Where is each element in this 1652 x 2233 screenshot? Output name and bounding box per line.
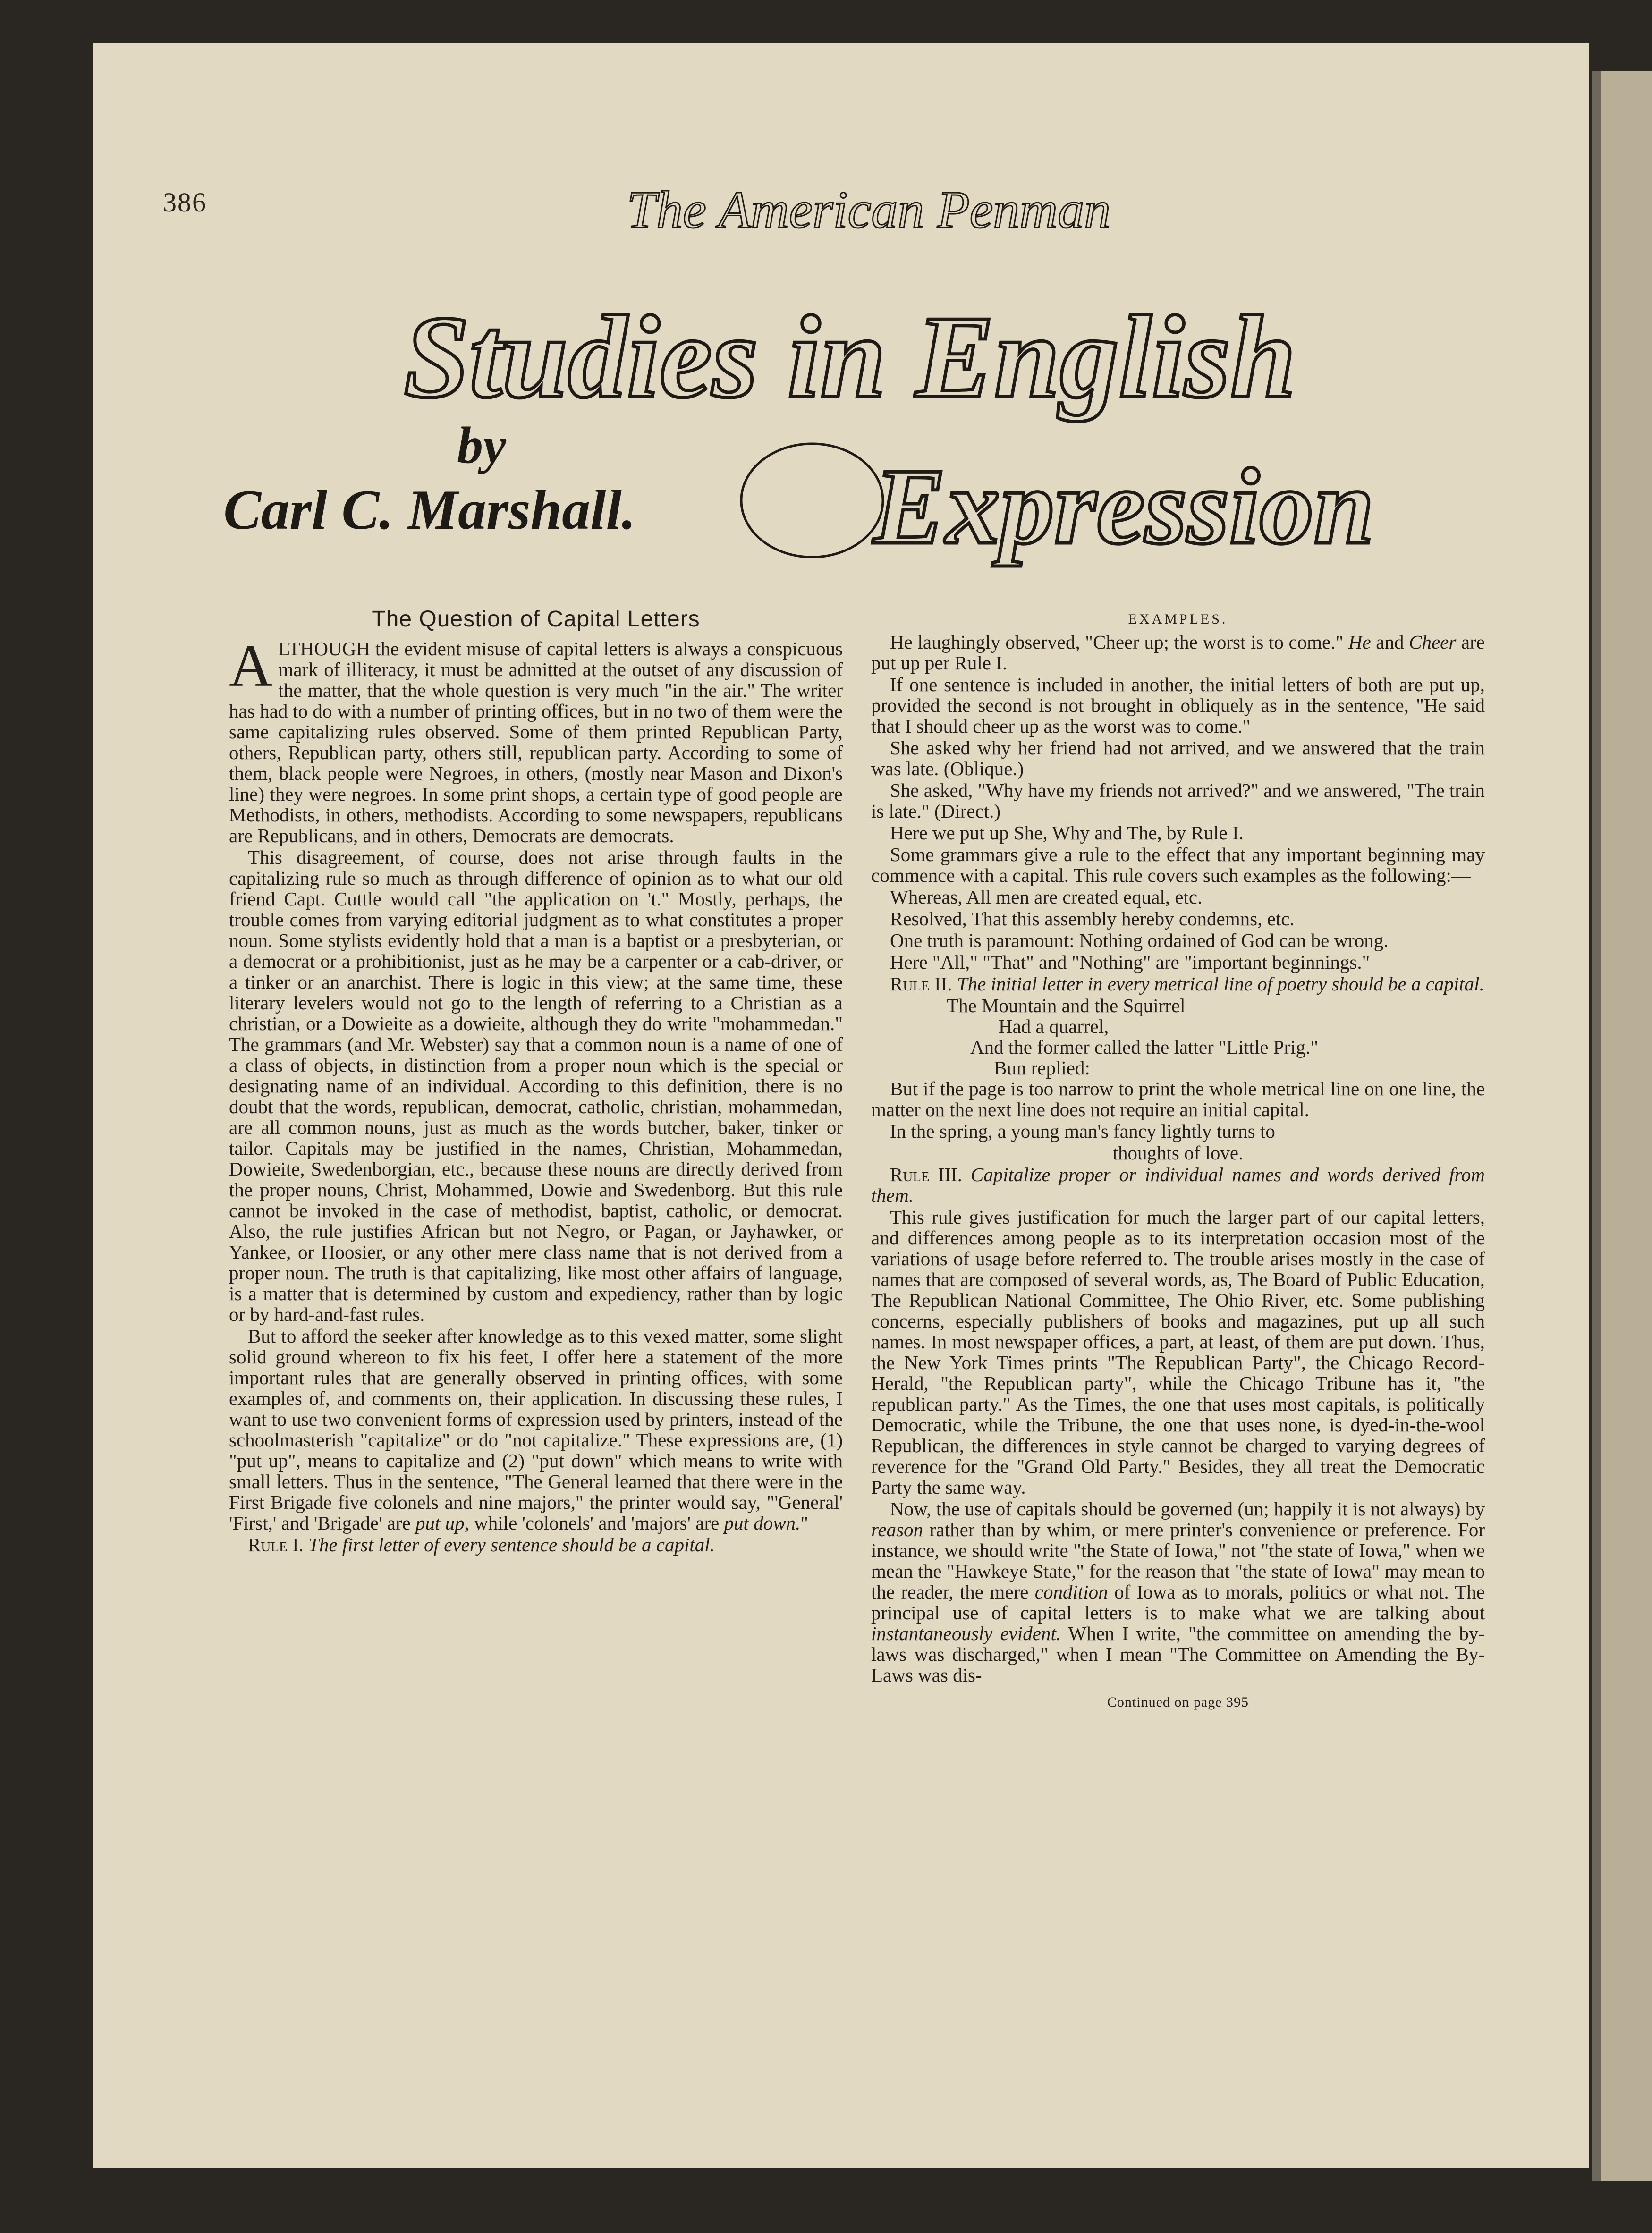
poem-example (871, 995, 1485, 1078)
continued-note: Continued on page 395 (1107, 1694, 1249, 1710)
adjacent-page-edge (1592, 71, 1652, 2181)
paragraph: One truth is paramount: Nothing ordained of God can be wrong. (890, 930, 1389, 951)
paragraph: He laughingly observed, "Cheer up; the worst is to come." He and Cheer are put up per Rule I. (871, 631, 1485, 674)
drop-cap: A (229, 632, 273, 699)
poem-line: Had a quarrel, (999, 1015, 1109, 1037)
paragraph: Whereas, All men are created equal, etc. (890, 886, 1203, 908)
paragraph: Here we put up She, Why and The, by Rule I. (890, 822, 1244, 844)
paragraph: She asked why her friend had not arrived, and we answered that the train was late. (Oblique.) (871, 737, 1485, 779)
paragraph: This rule gives justification for much the larger part of our capital letters, and differences among people as to its interpretation occasion most of the variations of usage before referred to. The trouble arises mostly in the case of names that are composed of several words, as, The Board of Public Education, The Republican National Committee, The Ohio River, etc. Some publishing concerns, especially publishers of books and magazines, put up all such names. In most newspaper offices, a part, at least, of them are put down. Thus, the New York Times prints "The Republican Party", the Chicago Record-Herald, "the Republican party", while the Chicago Tribune has it, "the republican party." As the Times, the one that uses most capitals, is politically Democratic, while the Tribune, the one that uses none, is dyed-in-the-wool Republican, the differences in style cannot be charged to varying degrees of reverence for the "Grand Old Party." Besides, they all treat the Democratic Party the same way. (871, 1206, 1485, 1498)
article-headline (198, 279, 1501, 571)
paragraph: She asked, "Why have my friends not arrived?" and we answered, "The train is late." (Direct.) (871, 779, 1485, 822)
paragraph: Some grammars give a rule to the effect that any important beginning may commence with a capital. This rule covers such examples as the following:— (871, 844, 1485, 886)
poem-line: And the former called the latter "Little Prig." (970, 1036, 1319, 1058)
paragraph: This disagreement, of course, does not arise through faults in the capitalizing rule so much as through difference of opinion as to what our old friend Capt. Cuttle would call "the application on 't." Mostly, perhaps, the trouble comes from varying editorial judgment as to what constitutes a proper noun. Some stylists evidently hold that a man is a baptist or a presbyterian, or a democrat or a prohibitionist, just as he may be a carpenter or a cab-driver, or a tinker or an anarchist. There is logic in this view; at the same time, these literary levelers would not go to the length of referring to a Christian as a christian, or a Dowieite as a dowieite, although they do write "mohammedan." The grammars (and Mr. Webster) say that a common noun is a name of one of a class of objects, in distinction from a proper noun which is the special or designating name of an individual. According to this definition, there is no doubt that the words, republican, democrat, catholic, christian, mohammedan, are all common nouns, just as much as the words butcher, baker, tinker or tailor. Capitals may be justified in the names, Christian, Mohammedan, Dowieite, Swedenborgian, etc., because these nouns are directly derived from the proper nouns, Christ, Mohammed, Dowie and Swedenborg. But this rule cannot be invoked in the case of methodist, baptist, catholic, or democrat. Also, the rule justifies African but not Negro, or Pagan, or Jayhawker, or Yankee, or Hoosier, or any other mere class name that is not derived from a proper noun. The truth is that capitalizing, like most other affairs of language, is a matter that is determined by custom and expediency, rather than by logic or by hard-and-fast rules. (229, 846, 843, 1325)
masthead-title (515, 175, 1223, 250)
poem-line: Bun replied: (994, 1057, 1090, 1079)
masthead-text: The American Penman (627, 181, 1111, 239)
page-number: 386 (163, 187, 207, 218)
headline-byline: by (457, 416, 506, 474)
right-column (871, 609, 1485, 1713)
author-name: Carl C. Marshall. (223, 478, 636, 541)
paragraph: Resolved, That this assembly hereby condemns, etc. (890, 908, 1295, 930)
rule-two: Rule II. The initial letter in every metrical line of poetry should be a capital. (890, 973, 1484, 995)
rule-three: Rule III. Capitalize proper or individual names and words derived from them. (871, 1164, 1485, 1206)
paragraph: Now, the use of capitals should be governed (un; happily it is not always) by reason rather than by whim, or mere printer's convenience or preference. For instance, we should write "the State of Iowa," not "the state of Iowa," when we mean the "Hawkeye State," for the reason that "the state of Iowa" may mean to the reader, the mere condition of Iowa as to morals, politics or what not. The principal use of capital letters is to make what we are talking about instantaneously evident. When I write, "the committee on amending the by-laws was discharged," when I mean "The Committee on Amending the By-Laws was dis- (871, 1498, 1485, 1686)
paragraph: ALTHOUGH the evident misuse of capital letters is always a conspicuous mark of illiteracy, it must be admitted at the outset of any discussion of the matter, that the whole question is very much "in the air." The writer has had to do with a number of printing offices, but in no two of them were the same capitalizing rules observed. Some of them printed Republican Party, others, Republican party, others still, republican party. According to some of them, black people were Negroes, in others, (mostly near Mason and Dixon's line) they were negroes. In some print shops, a certain type of good people are Methodists, in others, methodists. According to some newspapers, republicans are Republicans, and in others, Democrats are democrats. (229, 632, 843, 846)
paragraph: Here "All," "That" and "Nothing" are "important beginnings." (890, 951, 1370, 973)
headline-flourish (741, 444, 883, 557)
paragraph: thoughts of love. (1112, 1142, 1244, 1164)
paragraph: But to afford the seeker after knowledge as to this vexed matter, some slight solid ground whereon to fix his feet, I offer here a statement of the more important rules that are generally observed in printing offices, with some examples of, and comments on, their application. In discussing these rules, I want to use two convenient forms of expression used by printers, instead of the schoolmasterish "capitalize" or do "not capitalize." These expressions are, (1) "put up", means to capitalize and (2) "put down" which means to write with small letters. Thus in the sentence, "The General learned that there were in the First Brigade five colonels and nine majors," the printer would say, "'General' 'First,' and 'Brigade' are put up, while 'colonels' and 'majors' are put down." (229, 1325, 843, 1534)
paragraph: But if the page is too narrow to print the whole metrical line on one line, the matter on the next line does not require an initial capital. (871, 1078, 1485, 1120)
paragraph: In the spring, a young man's fancy lightly turns to (890, 1120, 1275, 1142)
poem-line: The Mountain and the Squirrel (947, 995, 1186, 1016)
examples-heading: EXAMPLES. (1128, 611, 1228, 627)
rule-one: Rule I. The first letter of every sentence should be a capital. (248, 1534, 715, 1556)
paragraph: If one sentence is included in another, the initial letters of both are put up, provided the second is not brought in obliquely as in the sentence, "He said that I should cheer up as the worst was to come." (871, 674, 1485, 737)
headline-line1: Studies in English (404, 292, 1296, 423)
left-column (229, 609, 843, 1556)
headline-line2: Expression (873, 446, 1374, 567)
section-title: The Question of Capital Letters (372, 607, 700, 632)
